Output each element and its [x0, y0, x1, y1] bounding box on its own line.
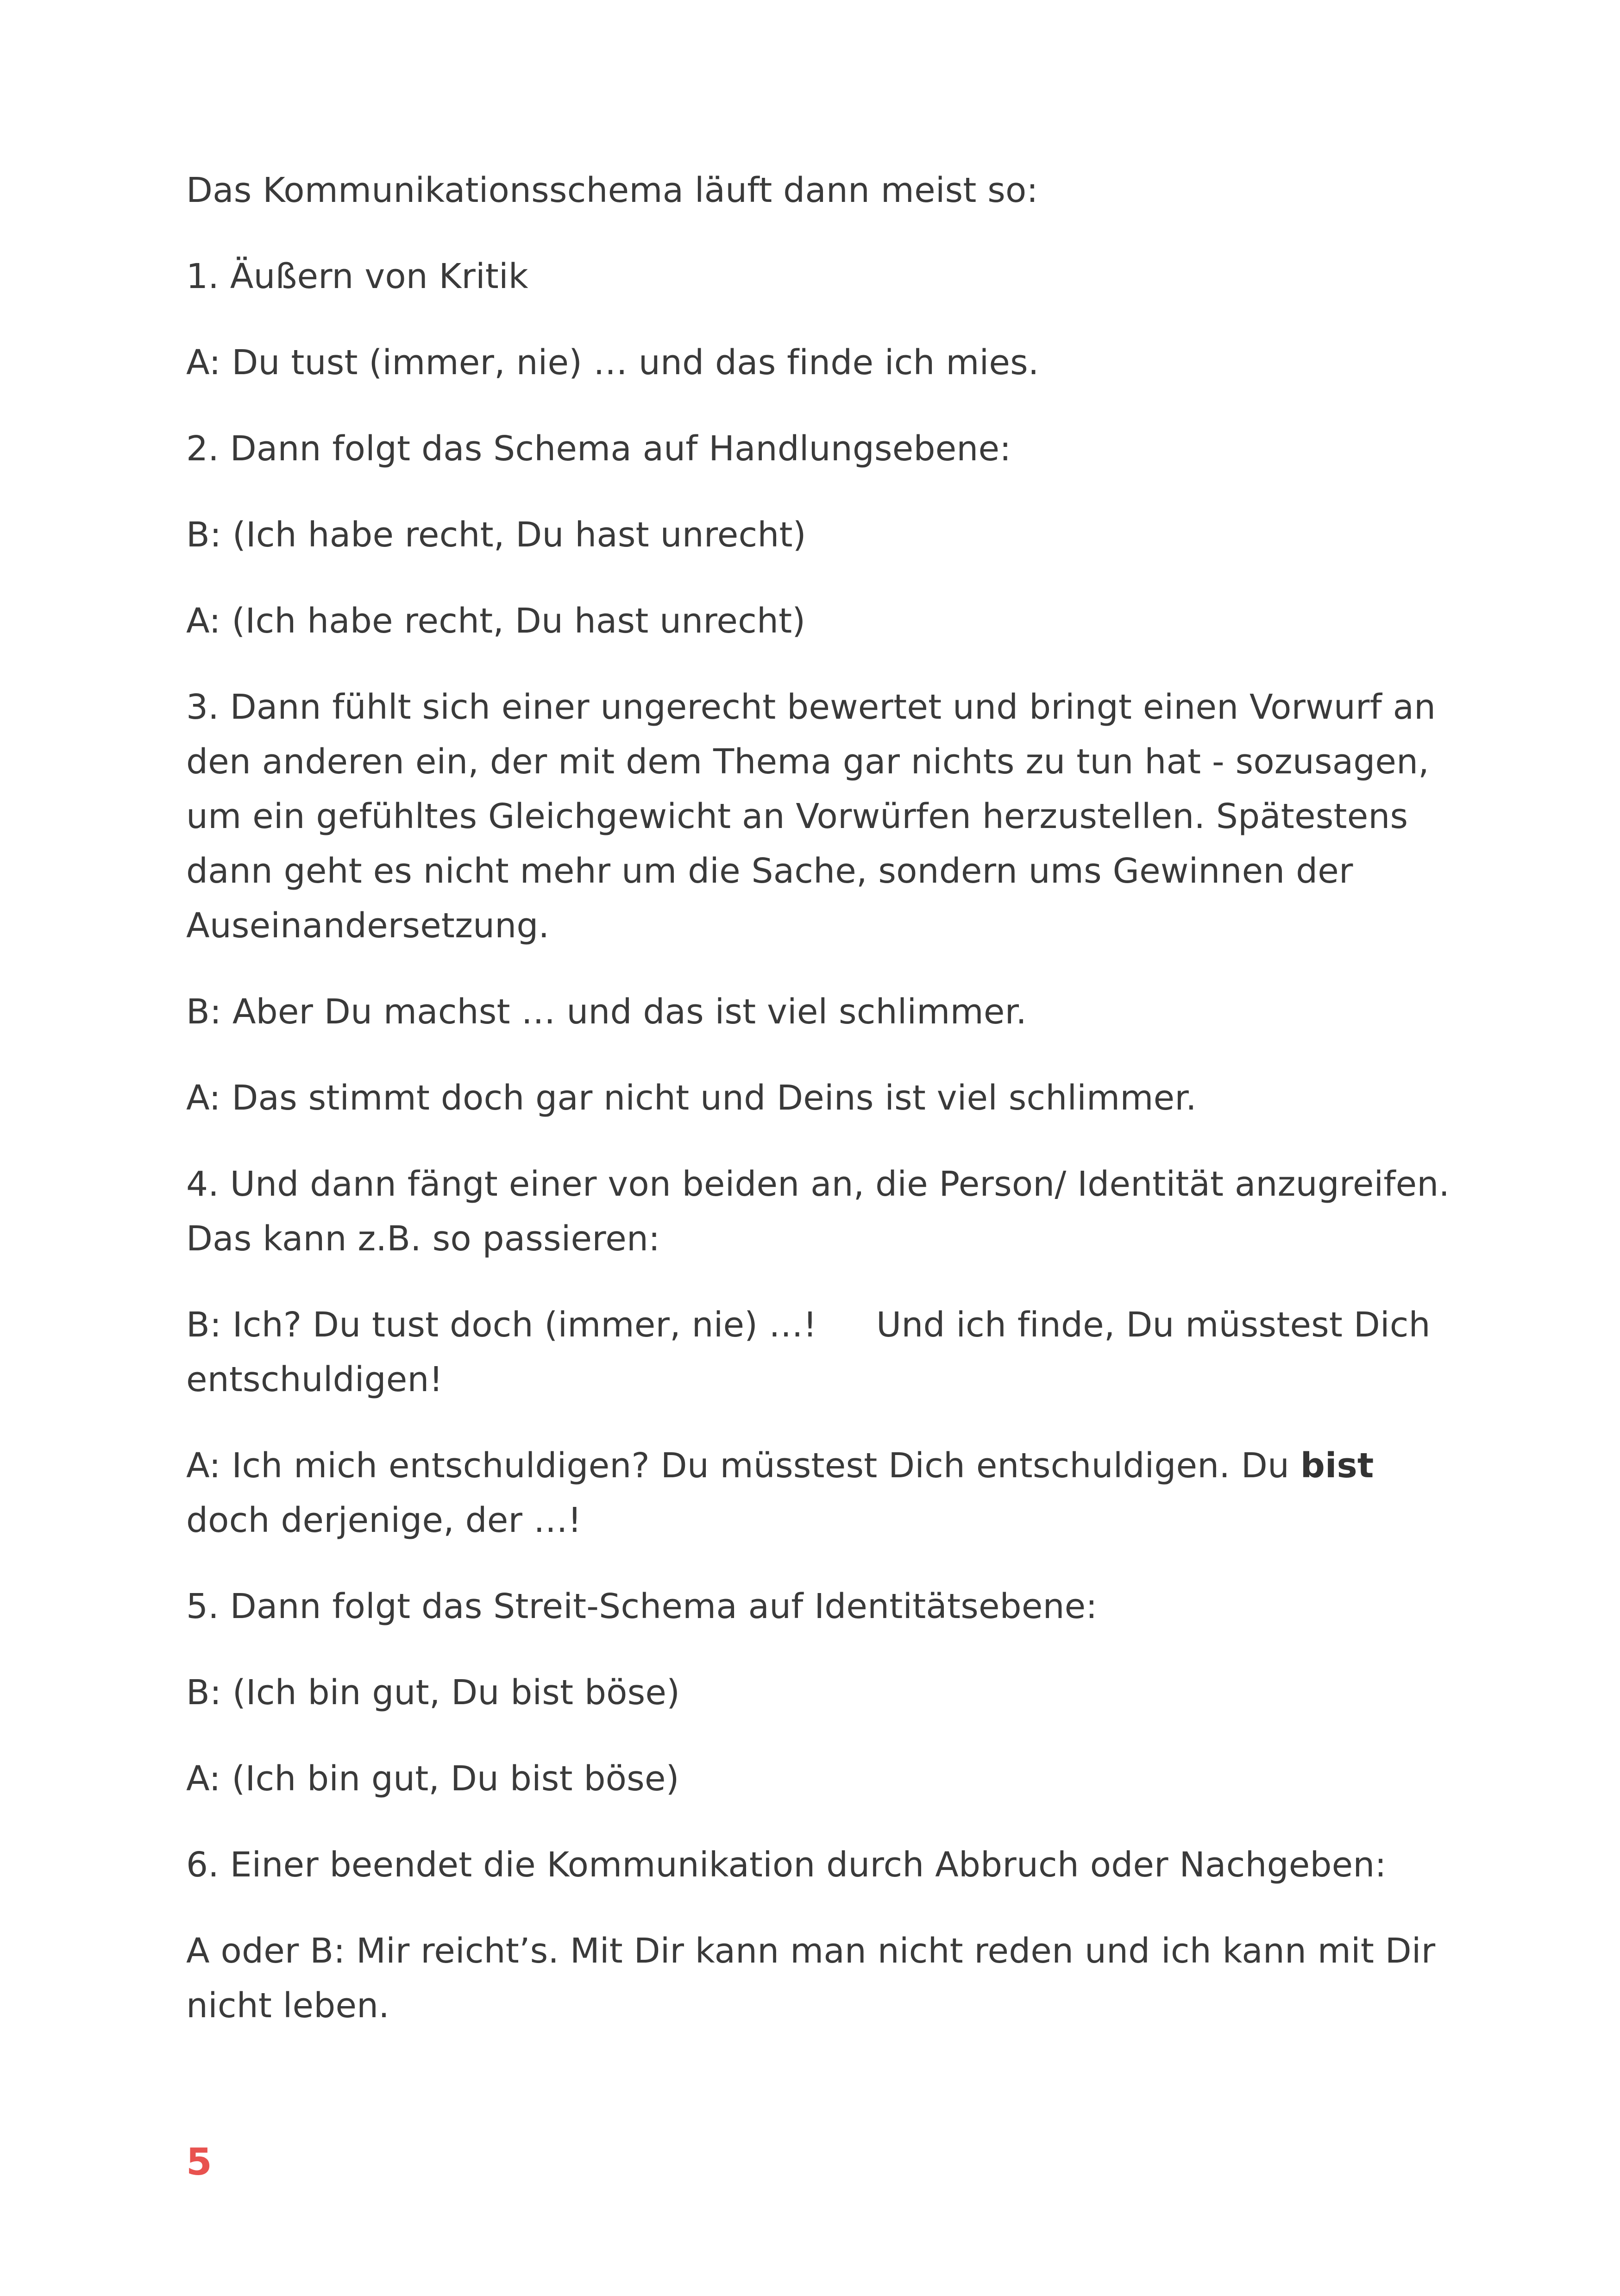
page-body: [186, 163, 1464, 2064]
dialogue-line: A: (Ich habe recht, Du hast unrecht): [186, 601, 806, 641]
step-6-heading: 6. Einer beendet die Kommunikation durch Abbruch oder Nachgeben:: [186, 1845, 1387, 1885]
dialogue-line: A: Du tust (immer, nie) … und das finde ich mies.: [186, 343, 1039, 383]
closing-dialogue: A oder B: Mir reicht’s. Mit Dir kann man nicht reden und ich kann mit Dir nicht leben.: [186, 1931, 1436, 2026]
dialogue-line: B: (Ich bin gut, Du bist böse): [186, 1673, 680, 1713]
step-1-heading: 1. Äußern von Kritik: [186, 257, 528, 296]
dialogue-line: [186, 1438, 1464, 1548]
dialogue-line: A: Das stimmt doch gar nicht und Deins ist viel schlimmer.: [186, 1078, 1197, 1118]
page-number: 5: [186, 2140, 212, 2183]
dialogue-line: B: Aber Du machst … und das ist viel schlimmer.: [186, 992, 1027, 1032]
dialogue-text: doch derjenige, der …!: [186, 1500, 582, 1540]
dialogue-text: A: Ich mich entschuldigen? Du müsstest Dich entschuldigen. Du: [186, 1446, 1300, 1486]
step-4-paragraph: 4. Und dann fängt einer von beiden an, die Person/ Identität anzugreifen. Das kann z.B. so passieren:: [186, 1164, 1450, 1259]
intro-paragraph: Das Kommunikationsschema läuft dann meist so:: [186, 170, 1038, 210]
dialogue-line: [186, 1298, 1464, 1407]
dialogue-text: Und ich finde, Du müsstest Dich entschuldigen!: [186, 1305, 1431, 1399]
dialogue-line: A: (Ich bin gut, Du bist böse): [186, 1759, 679, 1799]
step-2-heading: 2. Dann folgt das Schema auf Handlungsebene:: [186, 429, 1011, 469]
dialogue-line: B: (Ich habe recht, Du hast unrecht): [186, 515, 806, 555]
step-3-paragraph: 3. Dann fühlt sich einer ungerecht bewertet und bringt einen Vorwurf an den anderen ein, der mit dem Thema gar nichts zu tun hat - sozusagen, um ein gefühltes Gleichgewicht an Vorwürfen herzustellen. Spätestens dann geht es nicht mehr um die Sache, sondern ums Gewinnen der Auseinandersetzung.: [186, 687, 1436, 946]
step-5-heading: 5. Dann folgt das Streit-Schema auf Identitätsebene:: [186, 1587, 1098, 1626]
bold-emphasis: bist: [1300, 1446, 1374, 1486]
dialogue-text: B: Ich? Du tust doch (immer, nie) …!: [186, 1305, 817, 1345]
